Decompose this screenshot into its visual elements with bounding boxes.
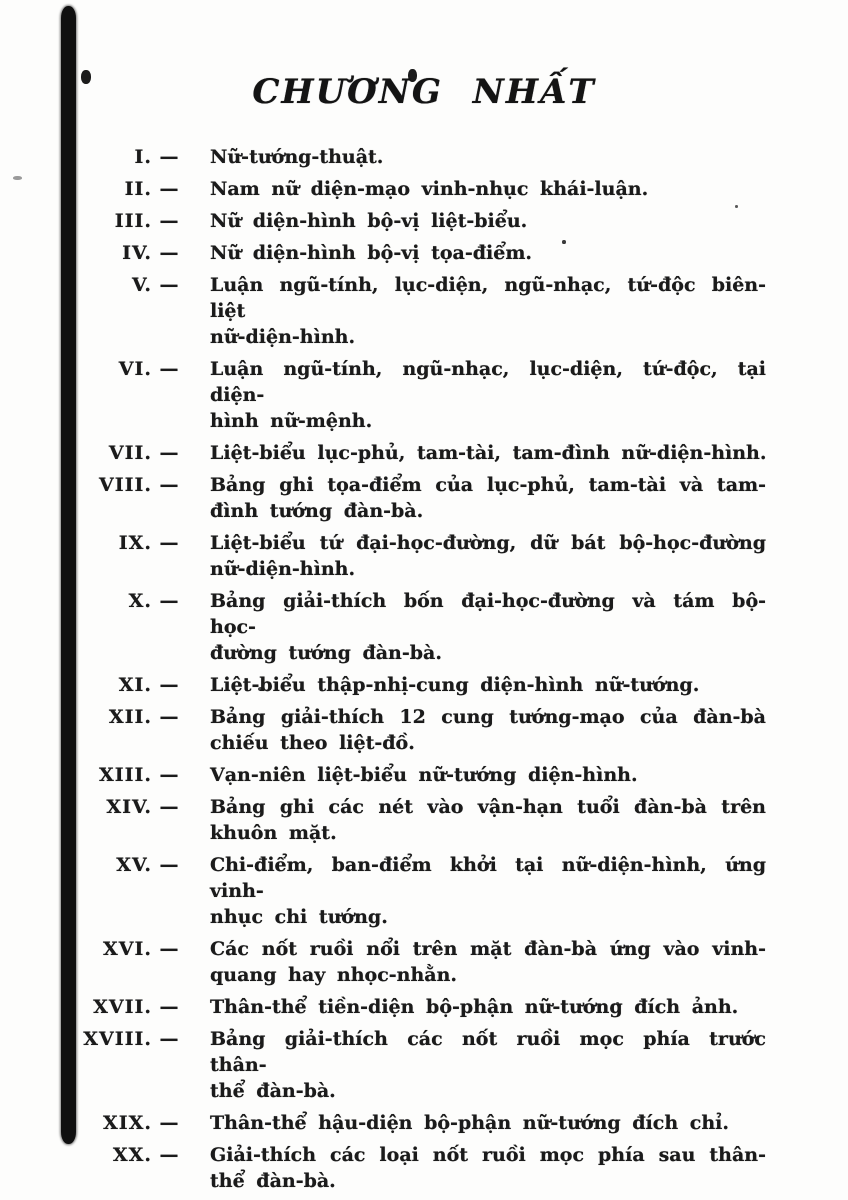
entry-text [186,356,766,434]
toc-entry [74,176,766,202]
entry-dash: — [159,442,179,464]
entry-numeral: XII. [108,706,152,728]
toc-entry [74,994,766,1020]
entry-dash: — [159,854,179,876]
entry-numeral: V. [131,274,152,296]
entry-numeral: XIII. [98,764,152,786]
toc-entry [74,240,766,266]
entry-text-line: Liệt-biểu tứ đại-học-đường, dữ bát bộ-học-đường [210,532,766,554]
entry-dash: — [159,1028,179,1050]
entry-dash: — [159,1112,179,1134]
toc-entry [74,1026,766,1104]
toc-entry [74,272,766,350]
entry-text-line: đường tướng đàn-bà. [210,642,442,664]
entry-text [186,588,766,666]
entry-text-line: Các nốt ruồi nổi trên mặt đàn-bà ứng vào vinh- [210,938,766,960]
entry-dash: — [159,590,179,612]
chapter-title: CHƯƠNG NHẤT [252,72,596,112]
entry-text-line: Bảng giải-thích bốn đại-học-đường và tám bộ-học- [210,590,766,638]
entry-text-line: thể đàn-bà. [210,1080,336,1102]
entry-text [186,530,766,582]
entry-numeral: IX. [118,532,152,554]
entry-numeral: XX. [112,1144,152,1166]
entry-text-line: Thân-thể hậu-diện bộ-phận nữ-tướng đích chỉ. [210,1112,729,1134]
entry-numeral: II. [124,178,152,200]
toc-entry [74,794,766,846]
entry-text [186,1026,766,1104]
entry-dash: — [159,674,179,696]
entry-text [186,762,766,788]
entry-text-line: Nữ diện-hình bộ-vị tọa-điểm. [210,242,533,264]
toc-entry [74,440,766,466]
entry-text-line: Luận ngũ-tính, ngũ-nhạc, lục-diện, tứ-độc, tại diện- [210,358,766,406]
toc-entry [74,672,766,698]
entry-numeral: III. [114,210,152,232]
entry-text-line: Liệt-biểu thập-nhị-cung diện-hình nữ-tướng. [210,674,700,696]
entry-text [186,208,766,234]
toc-entry [74,472,766,524]
entry-dash: — [159,474,179,496]
toc-entry [74,208,766,234]
entry-text [186,794,766,846]
entry-text-line: Bảng giải-thích 12 cung tướng-mạo của đàn-bà [210,706,766,728]
entry-text-line: Nữ-tướng-thuật. [210,146,384,168]
entry-text-line: thể đàn-bà. [210,1170,336,1192]
entry-text-line: khuôn mặt. [210,822,337,844]
entry-text-line: nữ-diện-hình. [210,326,356,348]
entry-dash: — [159,1144,179,1166]
toc-entry [74,1110,766,1136]
entry-text [186,852,766,930]
entry-text [186,1142,766,1194]
entry-text [186,240,766,266]
entry-text-line: Bảng giải-thích các nốt ruồi mọc phía trước thân- [210,1028,766,1076]
entry-numeral: VII. [108,442,152,464]
entry-numeral: X. [128,590,152,612]
entry-text-line: Giải-thích các loại nốt ruồi mọc phía sau thân- [210,1144,766,1166]
entry-dash: — [159,706,179,728]
entry-numeral: VIII. [98,474,152,496]
entry-text-line: Thân-thể tiền-diện bộ-phận nữ-tướng đích ảnh. [210,996,739,1018]
entry-dash: — [159,764,179,786]
entry-text [186,994,766,1020]
ink-speck [13,176,22,180]
entry-dash: — [159,146,179,168]
entry-dash: — [159,274,179,296]
toc-entry [74,852,766,930]
toc-entry [74,1142,766,1194]
entry-dash: — [159,996,179,1018]
toc-entry [74,936,766,988]
entry-numeral: XVII. [93,996,152,1018]
entry-text-line: quang hay nhọc-nhằn. [210,964,458,986]
entry-dash: — [159,178,179,200]
entry-text [186,1110,766,1136]
entry-text [186,272,766,350]
entry-dash: — [159,210,179,232]
entry-numeral: VI. [118,358,152,380]
entry-dash: — [159,242,179,264]
entry-numeral: I. [134,146,152,168]
entry-numeral: IV. [122,242,152,264]
entry-numeral: XIV. [106,796,152,818]
entry-text-line: nữ-diện-hình. [210,558,356,580]
entry-text [186,144,766,170]
toc-entry [74,356,766,434]
table-of-contents [74,144,766,1200]
toc-entry [74,762,766,788]
entry-text-line: đình tướng đàn-bà. [210,500,424,522]
entry-dash: — [159,796,179,818]
entry-text-line: Nam nữ diện-mạo vinh-nhục khái-luận. [210,178,649,200]
entry-numeral: XVI. [103,938,152,960]
entry-text-line: chiếu theo liệt-đồ. [210,732,415,754]
entry-text [186,472,766,524]
entry-text-line: nhục chi tướng. [210,906,388,928]
entry-text [186,936,766,988]
entry-dash: — [159,938,179,960]
entry-text-line: Liệt-biểu lục-phủ, tam-tài, tam-đình nữ-diện-hình. [210,442,767,464]
entry-text [186,440,767,466]
entry-text-line: Vạn-niên liệt-biểu nữ-tướng diện-hình. [210,764,638,786]
entry-numeral: XV. [116,854,152,876]
entry-dash: — [159,532,179,554]
entry-text [186,704,766,756]
entry-text-line: Luận ngũ-tính, lục-diện, ngũ-nhạc, tứ-độc biên-liệt [210,274,766,322]
entry-text [186,672,766,698]
toc-entry [74,588,766,666]
entry-text-line: hình nữ-mệnh. [210,410,373,432]
toc-entry [74,704,766,756]
entry-text [186,176,766,202]
toc-entry [74,530,766,582]
entry-text-line: Chi-điểm, ban-điểm khởi tại nữ-diện-hình, ứng vinh- [210,854,766,902]
entry-text-line: Bảng ghi tọa-điểm của lục-phủ, tam-tài và tam- [210,474,766,496]
entry-dash: — [159,358,179,380]
toc-entry [74,144,766,170]
entry-numeral: XI. [118,674,152,696]
entry-numeral: XVIII. [83,1028,152,1050]
entry-text-line: Bảng ghi các nét vào vận-hạn tuổi đàn-bà trên [210,796,766,818]
entry-numeral: XIX. [103,1112,152,1134]
entry-text-line: Nữ diện-hình bộ-vị liệt-biểu. [210,210,528,232]
